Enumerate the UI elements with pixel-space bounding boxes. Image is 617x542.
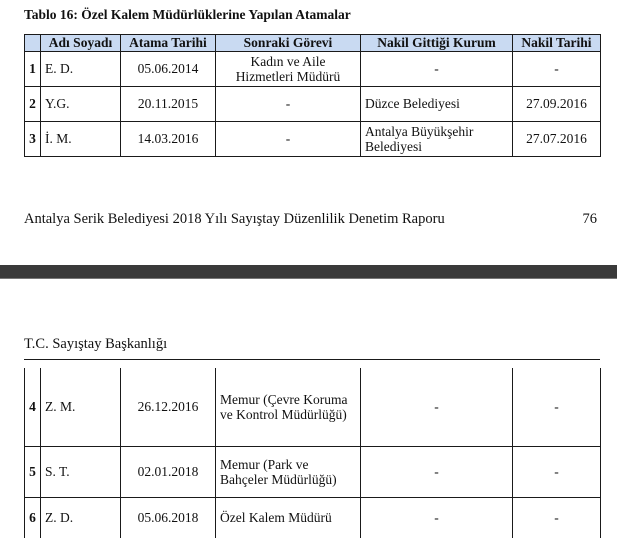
row-next-position: - <box>216 87 361 122</box>
row-number: 3 <box>25 122 41 157</box>
page-header-title: T.C. Sayıştay Başkanlığı <box>24 336 168 352</box>
table-row <box>25 498 601 539</box>
row-transfer-institution: Düzce Belediyesi <box>361 87 513 122</box>
row-number: 5 <box>25 447 41 498</box>
row-transfer-date: - <box>513 447 601 498</box>
row-name: Y.G. <box>41 87 121 122</box>
row-number: 1 <box>25 52 41 87</box>
table-row <box>25 122 601 157</box>
row-transfer-institution: - <box>361 52 513 87</box>
row-transfer-date: - <box>513 368 601 447</box>
table-row <box>25 447 601 498</box>
row-transfer-institution: - <box>361 447 513 498</box>
row-appointment-date: 14.03.2016 <box>121 122 216 157</box>
row-next-position: Özel Kalem Müdürü <box>216 498 361 539</box>
row-next-position: Memur (Park ve Bahçeler Müdürlüğü) <box>216 447 361 498</box>
row-transfer-institution: Antalya Büyükşehir Belediyesi <box>361 122 513 157</box>
table-row <box>25 368 601 447</box>
row-appointment-date: 26.12.2016 <box>121 368 216 447</box>
row-next-position: Kadın ve Aile Hizmetleri Müdürü <box>216 52 361 87</box>
row-number: 6 <box>25 498 41 539</box>
page-break-separator <box>0 265 617 279</box>
row-transfer-date: - <box>513 52 601 87</box>
row-appointment-date: 05.06.2018 <box>121 498 216 539</box>
row-name: Z. M. <box>41 368 121 447</box>
row-name: İ. M. <box>41 122 121 157</box>
row-name: E. D. <box>41 52 121 87</box>
row-number: 4 <box>25 368 41 447</box>
row-transfer-date: - <box>513 498 601 539</box>
header-cell-number <box>25 35 41 52</box>
header-cell-appointment-date: Atama Tarihi <box>121 35 216 52</box>
header-rule <box>24 359 600 360</box>
appointments-table-part2 <box>24 368 601 538</box>
row-appointment-date: 02.01.2018 <box>121 447 216 498</box>
row-appointment-date: 05.06.2014 <box>121 52 216 87</box>
row-name: S. T. <box>41 447 121 498</box>
page-footer-title: Antalya Serik Belediyesi 2018 Yılı Sayıştay Düzenlilik Denetim Raporu <box>24 211 445 227</box>
row-transfer-institution: - <box>361 498 513 539</box>
header-cell-name: Adı Soyadı <box>41 35 121 52</box>
row-number: 2 <box>25 87 41 122</box>
row-transfer-date: 27.09.2016 <box>513 87 601 122</box>
appointments-table-part1 <box>24 34 601 157</box>
table-header-row <box>25 35 601 52</box>
table-row <box>25 52 601 87</box>
row-name: Z. D. <box>41 498 121 539</box>
table-row <box>25 87 601 122</box>
row-transfer-date: 27.07.2016 <box>513 122 601 157</box>
header-cell-transfer-institution: Nakil Gittiği Kurum <box>361 35 513 52</box>
page-number: 76 <box>582 211 597 227</box>
table-caption: Tablo 16: Özel Kalem Müdürlüklerine Yapılan Atamalar <box>24 7 351 22</box>
row-next-position: - <box>216 122 361 157</box>
row-next-position: Memur (Çevre Koruma ve Kontrol Müdürlüğü) <box>216 368 361 447</box>
row-transfer-institution: - <box>361 368 513 447</box>
row-appointment-date: 20.11.2015 <box>121 87 216 122</box>
header-cell-transfer-date: Nakil Tarihi <box>513 35 601 52</box>
header-cell-next-position: Sonraki Görevi <box>216 35 361 52</box>
